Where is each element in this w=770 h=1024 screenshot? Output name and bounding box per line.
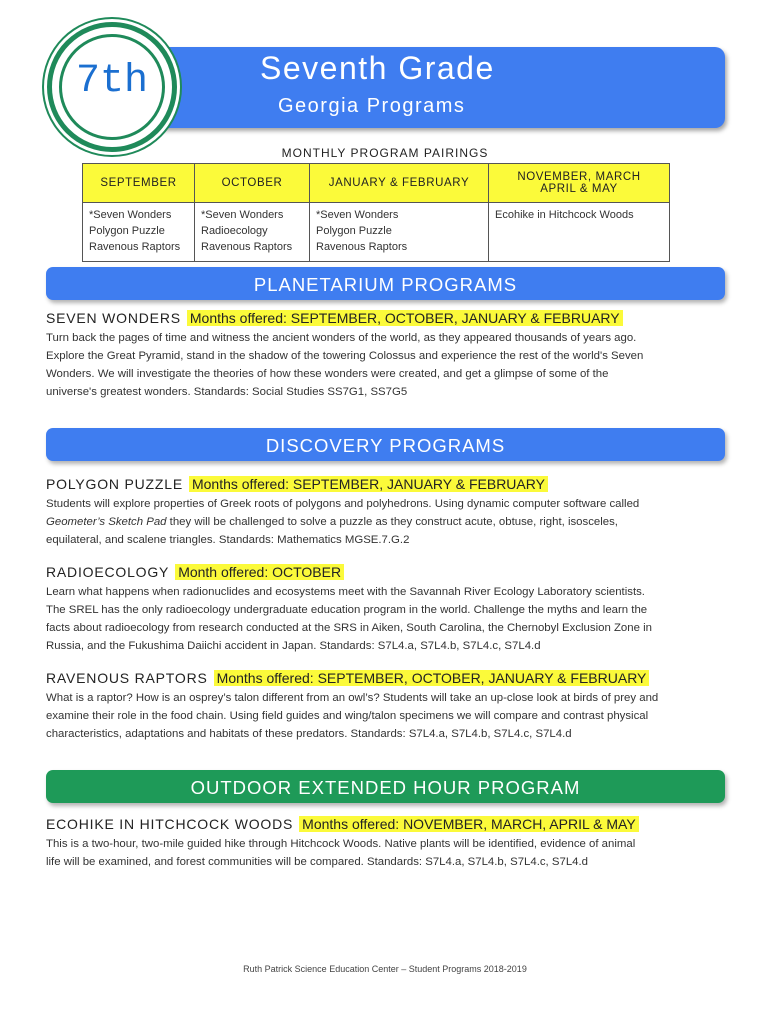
pairings-row — [83, 203, 670, 262]
pairings-cell — [195, 203, 310, 262]
program-description-ravenous-raptors — [46, 689, 728, 743]
pairings-cell — [489, 203, 670, 262]
software-name: Geometer’s Sketch Pad — [46, 516, 167, 528]
program-name: ECOHIKE IN HITCHCOCK WOODS — [46, 816, 294, 832]
page-subtitle: Georgia Programs — [278, 95, 466, 117]
description-line: Explore the Great Pyramid, stand in the shadow of the towering Colossus and experience the rest of the world's Seven — [46, 350, 644, 362]
program-heading-radioecology — [46, 564, 344, 580]
months-highlight: Months offered: SEPTEMBER, OCTOBER, JANUARY & FEBRUARY — [214, 670, 650, 686]
program-heading-polygon-puzzle — [46, 476, 548, 492]
pairings-table — [82, 163, 670, 262]
page-footer: Ruth Patrick Science Education Center – Student Programs 2018-2019 — [243, 964, 527, 974]
description-line: Students will explore properties of Greek roots of polygons and polyhedrons. Using dynamic computer software called — [46, 498, 640, 510]
months-highlight: Months offered: SEPTEMBER, JANUARY & FEBRUARY — [189, 476, 548, 492]
pairings-header-cell — [489, 164, 670, 203]
program-heading-ecohike — [46, 816, 639, 832]
program-description-seven-wonders — [46, 329, 728, 401]
program-item: Polygon Puzzle — [89, 225, 165, 237]
program-item: *Seven Wonders — [316, 209, 399, 221]
program-name: RADIOECOLOGY — [46, 564, 170, 580]
description-line: facts about radioecology from research conducted at the SRS in Aiken, South Carolina, the Chernobyl Exclusion Zone in — [46, 622, 652, 634]
section-outdoor: OUTDOOR EXTENDED HOUR PROGRAM — [46, 770, 725, 803]
description-line: Learn what happens when radionuclides and ecosystems meet with the Savannah River Ecology Laboratory scientists. — [46, 586, 645, 598]
description-line: equilateral, and scalene triangles. Standards: Mathematics MGSE.7.G.2 — [46, 534, 410, 546]
pairings-header-cell: SEPTEMBER — [83, 164, 195, 203]
pairings-cell — [83, 203, 195, 262]
section-discovery: DISCOVERY PROGRAMS — [46, 428, 725, 461]
page-title: Seventh Grade — [260, 50, 495, 86]
description-line: Russia, and the Fukushima Daiichi accident in Japan. Standards: S7L4.a, S7L4.b, S7L4.c, S7L4.d — [46, 640, 541, 652]
description-line: characteristics, adaptations and habitats of these predators. Standards: S7L4.a, S7L4.b, S7L4.c, S7L4.d — [46, 728, 572, 740]
header-line: APRIL & MAY — [540, 183, 618, 195]
header-line: NOVEMBER, MARCH — [517, 171, 641, 183]
months-highlight: Months offered: SEPTEMBER, OCTOBER, JANUARY & FEBRUARY — [187, 310, 623, 326]
program-description-polygon-puzzle — [46, 495, 728, 549]
description-line: This is a two-hour, two-mile guided hike through Hitchcock Woods. Native plants will be identified, evidence of animal — [46, 838, 636, 850]
description-line: The SREL has the only radioecology undergraduate education program in the world. Challenge the myths and learn the — [46, 604, 648, 616]
description-text: they will be challenged to solve a puzzle as they construct acute, obtuse, right, isosceles, — [166, 516, 618, 528]
program-item: Ravenous Raptors — [316, 241, 408, 253]
program-heading-seven-wonders — [46, 310, 623, 326]
program-description-ecohike — [46, 835, 728, 871]
months-highlight: Months offered: NOVEMBER, MARCH, APRIL & MAY — [299, 816, 639, 832]
program-item: Ravenous Raptors — [89, 241, 181, 253]
description-line: Wonders. We will investigate the theories of how these wonders were created, and get a glimpse of some of the — [46, 368, 609, 380]
description-line: examine their role in the food chain. Using field guides and wing/talon specimens we will compare and contrast physical — [46, 710, 649, 722]
pairings-header-row — [83, 164, 670, 203]
program-item: Polygon Puzzle — [316, 225, 392, 237]
pairings-header-cell: OCTOBER — [195, 164, 310, 203]
program-item: Ravenous Raptors — [201, 241, 293, 253]
program-heading-ravenous-raptors — [46, 670, 649, 686]
program-item: Ecohike in Hitchcock Woods — [495, 209, 634, 221]
description-line: Turn back the pages of time and witness the ancient wonders of the world, as they appeared thousands of years ago. — [46, 332, 637, 344]
pairings-cell — [310, 203, 489, 262]
grade-badge — [47, 22, 177, 152]
program-name: RAVENOUS RAPTORS — [46, 670, 208, 686]
description-line: What is a raptor? How is an osprey’s talon different from an owl’s? Students will take an up-close look at birds of prey and — [46, 692, 659, 704]
section-planetarium: PLANETARIUM PROGRAMS — [46, 267, 725, 300]
description-line: universe's greatest wonders. Standards: Social Studies SS7G1, SS7G5 — [46, 386, 408, 398]
program-name: POLYGON PUZZLE — [46, 476, 183, 492]
program-item: *Seven Wonders — [89, 209, 172, 221]
months-highlight: Month offered: OCTOBER — [175, 564, 344, 580]
program-name: SEVEN WONDERS — [46, 310, 181, 326]
badge-label: 7th — [75, 59, 148, 104]
program-item: *Seven Wonders — [201, 209, 284, 221]
program-item: Radioecology — [201, 225, 268, 237]
program-description-radioecology — [46, 583, 728, 655]
pairings-header-cell: JANUARY & FEBRUARY — [310, 164, 489, 203]
description-line: life will be examined, and forest communities will be compared. Standards: S7L4.a, S7L4.b, S7L4.c, S7L4.d — [46, 856, 588, 868]
description-line — [46, 513, 728, 531]
pairings-title: MONTHLY PROGRAM PAIRINGS — [281, 146, 489, 160]
